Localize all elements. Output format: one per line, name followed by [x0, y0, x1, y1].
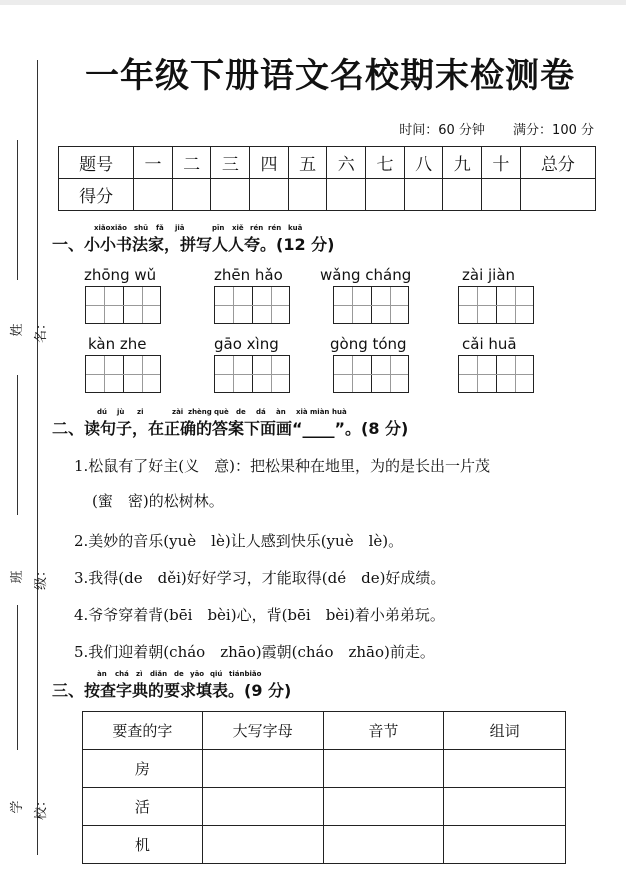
dictionary-header: 音节 — [323, 712, 444, 750]
ruby-text: shū — [134, 224, 149, 232]
exam-meta — [375, 119, 594, 138]
score-cell: 七 — [366, 147, 405, 179]
name-label: 姓名： — [10, 317, 49, 344]
answer-cell[interactable] — [202, 826, 323, 864]
score-input-cell[interactable] — [482, 179, 521, 211]
ruby-text: zài — [172, 408, 184, 416]
score-cell: 九 — [443, 147, 482, 179]
ruby-text: pīn — [212, 224, 225, 232]
time-info: 时间：60 分钟 — [399, 123, 485, 138]
section3-heading: 三、按查字典的要求填表。(9 分) — [52, 681, 292, 700]
ruby-text: chá — [115, 670, 129, 678]
score-input-cell[interactable] — [134, 179, 173, 211]
tianzige-grid[interactable] — [458, 286, 534, 324]
binding-line — [37, 60, 38, 855]
score-input-cell[interactable] — [172, 179, 211, 211]
ruby-text: xiǎoxiǎo — [94, 224, 127, 232]
answer-cell[interactable] — [444, 826, 566, 864]
table-row — [83, 788, 566, 826]
score-cell: 题号 — [59, 147, 134, 179]
page-title: 一年级下册语文名校期末检测卷 — [85, 56, 575, 96]
school-blank-line — [17, 605, 18, 750]
score-cell: 四 — [250, 147, 289, 179]
tianzige-grid[interactable] — [214, 355, 290, 393]
answer-cell[interactable] — [323, 788, 444, 826]
lookup-character: 房 — [83, 750, 203, 788]
ruby-text: zì — [136, 670, 143, 678]
ruby-text: rén — [268, 224, 282, 232]
score-row-label: 得分 — [59, 179, 134, 211]
score-cell: 二 — [172, 147, 211, 179]
school-label: 学校： — [10, 794, 49, 821]
ruby-text: xiě — [232, 224, 244, 232]
question-line: 1.松鼠有了好主(义 意)：把松果种在地里，为的是长出一片茂 — [74, 457, 491, 475]
score-input-cell[interactable] — [250, 179, 289, 211]
score-input-cell[interactable] — [366, 179, 405, 211]
pinyin-prompt: wǎng cháng — [320, 266, 412, 284]
score-input-cell[interactable] — [443, 179, 482, 211]
pinyin-prompt: kàn zhe — [88, 335, 147, 353]
score-input-cell[interactable] — [288, 179, 327, 211]
ruby-text: xià — [296, 408, 308, 416]
section1-heading: 一、小小书法家，拼写人人夸。(12 分) — [52, 235, 335, 254]
pinyin-prompt: gòng tóng — [330, 335, 407, 353]
table-row — [83, 826, 566, 864]
ruby-text: diǎn — [150, 670, 168, 678]
ruby-text: fǎ — [156, 224, 164, 232]
ruby-text: kuā — [288, 224, 303, 232]
pinyin-prompt: zài jiàn — [462, 266, 516, 284]
ruby-text: àn — [97, 670, 107, 678]
tianzige-grid[interactable] — [214, 286, 290, 324]
dictionary-header-row — [83, 712, 566, 750]
lookup-character: 机 — [83, 826, 203, 864]
score-table-header-row — [59, 147, 596, 179]
ruby-text: zi — [137, 408, 144, 416]
dictionary-header: 要查的字 — [83, 712, 203, 750]
dictionary-header: 大写字母 — [202, 712, 323, 750]
pinyin-prompt: cǎi huā — [462, 335, 517, 353]
ruby-text: huà — [332, 408, 347, 416]
score-input-cell[interactable] — [404, 179, 443, 211]
score-cell: 八 — [404, 147, 443, 179]
answer-cell[interactable] — [202, 788, 323, 826]
pinyin-prompt: gāo xìng — [214, 335, 279, 353]
answer-cell[interactable] — [323, 826, 444, 864]
ruby-text: què — [214, 408, 229, 416]
section2-heading: 二、读句子，在正确的答案下面画“____”。(8 分) — [52, 419, 409, 438]
class-blank-line — [17, 375, 18, 515]
question-line: 2.美妙的音乐(yuè lè)让人感到快乐(yuè lè)。 — [74, 532, 404, 550]
tianzige-grid[interactable] — [458, 355, 534, 393]
ruby-text: zhèng — [188, 408, 212, 416]
answer-cell[interactable] — [202, 750, 323, 788]
score-input-cell[interactable] — [211, 179, 250, 211]
table-row — [83, 750, 566, 788]
ruby-text: miàn — [310, 408, 330, 416]
ruby-text: rén — [250, 224, 264, 232]
score-input-cell[interactable] — [520, 179, 595, 211]
ruby-text: dú — [97, 408, 107, 416]
ruby-text: de — [236, 408, 246, 416]
ruby-text: yāo — [190, 670, 205, 678]
score-cell: 六 — [327, 147, 366, 179]
score-cell: 五 — [288, 147, 327, 179]
question-line: 4.爷爷穿着背(bēi bèi)心，背(bēi bèi)着小弟弟玩。 — [74, 606, 445, 624]
tianzige-grid[interactable] — [85, 355, 161, 393]
score-cell: 总分 — [520, 147, 595, 179]
answer-cell[interactable] — [444, 788, 566, 826]
lookup-character: 活 — [83, 788, 203, 826]
full-score-info: 满分：100 分 — [513, 123, 594, 138]
score-table — [58, 146, 596, 211]
ruby-text: qiú — [210, 670, 223, 678]
question-line: 5.我们迎着朝(cháo zhāo)霞朝(cháo zhāo)前走。 — [74, 643, 435, 661]
question-line: 3.我得(de děi)好好学习，才能取得(dé de)好成绩。 — [74, 569, 446, 587]
ruby-text: tiánbiǎo — [229, 670, 262, 678]
tianzige-grid[interactable] — [333, 355, 409, 393]
ruby-text: de — [174, 670, 184, 678]
score-cell: 一 — [134, 147, 173, 179]
score-cell: 三 — [211, 147, 250, 179]
ruby-text: dá — [256, 408, 266, 416]
ruby-text: jù — [117, 408, 125, 416]
answer-cell[interactable] — [444, 750, 566, 788]
score-table-score-row — [59, 179, 596, 211]
dictionary-header: 组词 — [444, 712, 566, 750]
ruby-text: jiā — [175, 224, 185, 232]
score-cell: 十 — [482, 147, 521, 179]
tianzige-grid[interactable] — [85, 286, 161, 324]
tianzige-grid[interactable] — [333, 286, 409, 324]
ruby-text: àn — [276, 408, 286, 416]
top-strip — [0, 0, 626, 5]
dictionary-table — [82, 711, 566, 864]
answer-cell[interactable] — [323, 750, 444, 788]
class-label: 班级： — [10, 564, 49, 591]
score-input-cell[interactable] — [327, 179, 366, 211]
name-blank-line — [17, 140, 18, 280]
pinyin-prompt: zhēn hǎo — [214, 266, 283, 284]
question-line: (蜜 密)的松树林。 — [92, 492, 224, 510]
pinyin-prompt: zhōng wǔ — [84, 266, 157, 284]
